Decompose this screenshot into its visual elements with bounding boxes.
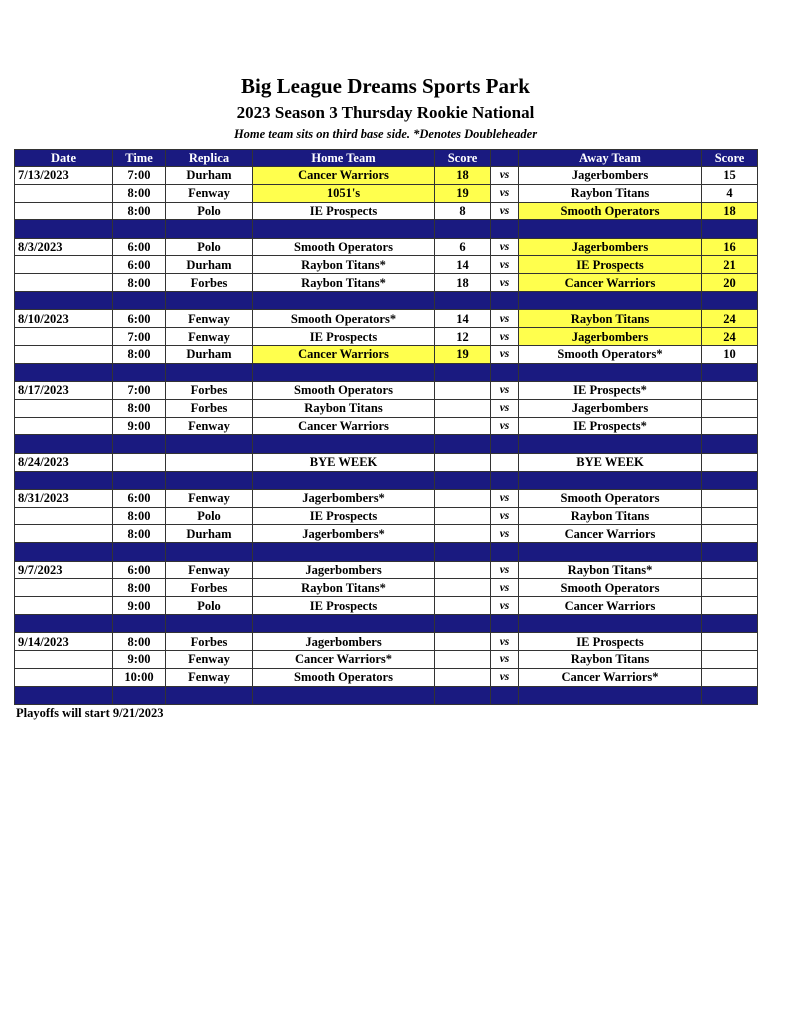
separator-cell xyxy=(15,686,113,704)
game-time: 10:00 xyxy=(113,668,166,686)
home-score xyxy=(435,651,491,669)
table-row xyxy=(15,399,758,417)
game-time: 8:00 xyxy=(113,525,166,543)
table-header-row xyxy=(15,150,758,167)
game-date xyxy=(15,417,113,435)
home-score xyxy=(435,382,491,400)
home-team: IE Prospects xyxy=(253,328,435,346)
header-date: Date xyxy=(15,150,113,167)
table-row xyxy=(15,256,758,274)
home-score xyxy=(435,417,491,435)
table-row xyxy=(15,668,758,686)
away-score xyxy=(702,382,758,400)
separator-cell xyxy=(113,220,166,238)
separator-cell xyxy=(253,471,435,489)
separator-cell xyxy=(702,686,758,704)
game-replica: Durham xyxy=(166,167,253,185)
game-time: 7:00 xyxy=(113,382,166,400)
separator-cell xyxy=(491,686,519,704)
game-time: 7:00 xyxy=(113,328,166,346)
separator-cell xyxy=(435,220,491,238)
away-team: Cancer Warriors* xyxy=(519,668,702,686)
game-date xyxy=(15,328,113,346)
game-replica: Polo xyxy=(166,597,253,615)
game-replica: Durham xyxy=(166,345,253,363)
game-replica: Durham xyxy=(166,256,253,274)
separator-cell xyxy=(253,543,435,561)
away-score xyxy=(702,507,758,525)
away-score xyxy=(702,579,758,597)
vs-label: vs xyxy=(491,167,519,185)
separator-cell xyxy=(702,614,758,632)
separator-cell xyxy=(435,543,491,561)
separator-cell xyxy=(702,435,758,453)
game-date: 7/13/2023 xyxy=(15,167,113,185)
vs-label: vs xyxy=(491,633,519,651)
away-team: Jagerbombers xyxy=(519,328,702,346)
away-score xyxy=(702,668,758,686)
game-replica: Forbes xyxy=(166,274,253,292)
game-time: 6:00 xyxy=(113,310,166,328)
week-separator-row xyxy=(15,614,758,632)
separator-cell xyxy=(702,292,758,310)
home-team: Smooth Operators xyxy=(253,238,435,256)
separator-cell xyxy=(166,435,253,453)
separator-cell xyxy=(166,363,253,381)
table-row xyxy=(15,453,758,471)
separator-cell xyxy=(435,292,491,310)
table-row xyxy=(15,382,758,400)
separator-cell xyxy=(435,686,491,704)
home-team: IE Prospects xyxy=(253,597,435,615)
vs-label: vs xyxy=(491,525,519,543)
separator-cell xyxy=(15,543,113,561)
away-score xyxy=(702,597,758,615)
game-date xyxy=(15,668,113,686)
separator-cell xyxy=(491,471,519,489)
home-team: Smooth Operators* xyxy=(253,310,435,328)
game-date xyxy=(15,399,113,417)
away-score: 21 xyxy=(702,256,758,274)
table-row xyxy=(15,345,758,363)
week-separator-row xyxy=(15,220,758,238)
vs-label: vs xyxy=(491,274,519,292)
away-score xyxy=(702,633,758,651)
away-team: Cancer Warriors xyxy=(519,597,702,615)
game-time: 8:00 xyxy=(113,184,166,202)
table-row xyxy=(15,167,758,185)
game-date xyxy=(15,345,113,363)
home-score: 14 xyxy=(435,256,491,274)
vs-label xyxy=(491,453,519,471)
separator-cell xyxy=(166,220,253,238)
game-date xyxy=(15,579,113,597)
separator-cell xyxy=(113,292,166,310)
home-score xyxy=(435,525,491,543)
game-replica: Durham xyxy=(166,525,253,543)
home-score: 12 xyxy=(435,328,491,346)
game-time: 8:00 xyxy=(113,345,166,363)
vs-label: vs xyxy=(491,399,519,417)
home-team: Smooth Operators xyxy=(253,668,435,686)
separator-cell xyxy=(253,292,435,310)
vs-label: vs xyxy=(491,668,519,686)
game-date: 9/7/2023 xyxy=(15,561,113,579)
game-replica: Forbes xyxy=(166,633,253,651)
home-team: BYE WEEK xyxy=(253,453,435,471)
away-team: IE Prospects* xyxy=(519,417,702,435)
separator-cell xyxy=(519,614,702,632)
game-time xyxy=(113,453,166,471)
vs-label: vs xyxy=(491,561,519,579)
home-score xyxy=(435,507,491,525)
away-score: 10 xyxy=(702,345,758,363)
away-team: Cancer Warriors xyxy=(519,274,702,292)
home-score: 8 xyxy=(435,202,491,220)
week-separator-row xyxy=(15,471,758,489)
separator-cell xyxy=(166,614,253,632)
away-team: Jagerbombers xyxy=(519,167,702,185)
header-away-score: Score xyxy=(702,150,758,167)
game-time: 9:00 xyxy=(113,417,166,435)
away-team: IE Prospects xyxy=(519,633,702,651)
vs-label: vs xyxy=(491,651,519,669)
away-team: BYE WEEK xyxy=(519,453,702,471)
vs-label: vs xyxy=(491,579,519,597)
vs-label: vs xyxy=(491,507,519,525)
home-team: Jagerbombers* xyxy=(253,525,435,543)
game-replica: Fenway xyxy=(166,489,253,507)
separator-cell xyxy=(702,471,758,489)
table-row xyxy=(15,597,758,615)
game-replica: Polo xyxy=(166,202,253,220)
separator-cell xyxy=(113,471,166,489)
table-row xyxy=(15,274,758,292)
game-replica: Forbes xyxy=(166,579,253,597)
away-team: Raybon Titans xyxy=(519,184,702,202)
home-score xyxy=(435,597,491,615)
game-time: 6:00 xyxy=(113,238,166,256)
game-date: 8/24/2023 xyxy=(15,453,113,471)
vs-label: vs xyxy=(491,382,519,400)
separator-cell xyxy=(491,614,519,632)
away-team: Smooth Operators xyxy=(519,579,702,597)
game-replica: Fenway xyxy=(166,328,253,346)
vs-label: vs xyxy=(491,417,519,435)
week-separator-row xyxy=(15,363,758,381)
separator-cell xyxy=(15,292,113,310)
home-team: Jagerbombers xyxy=(253,561,435,579)
table-row xyxy=(15,184,758,202)
separator-cell xyxy=(435,363,491,381)
table-row xyxy=(15,525,758,543)
home-score xyxy=(435,579,491,597)
schedule-body xyxy=(15,167,758,705)
game-replica: Forbes xyxy=(166,399,253,417)
vs-label: vs xyxy=(491,184,519,202)
home-team: Jagerbombers xyxy=(253,633,435,651)
game-time: 7:00 xyxy=(113,167,166,185)
game-replica: Fenway xyxy=(166,184,253,202)
home-score: 6 xyxy=(435,238,491,256)
game-time: 8:00 xyxy=(113,399,166,417)
schedule-table xyxy=(14,149,758,705)
header-vs xyxy=(491,150,519,167)
separator-cell xyxy=(519,686,702,704)
separator-cell xyxy=(113,686,166,704)
page-note: Home team sits on third base side. *Denotes Doubleheader xyxy=(233,127,538,141)
week-separator-row xyxy=(15,292,758,310)
separator-cell xyxy=(15,471,113,489)
away-team: Raybon Titans xyxy=(519,507,702,525)
table-row xyxy=(15,651,758,669)
table-row xyxy=(15,507,758,525)
separator-cell xyxy=(491,292,519,310)
game-date: 8/10/2023 xyxy=(15,310,113,328)
vs-label: vs xyxy=(491,256,519,274)
separator-cell xyxy=(491,543,519,561)
home-score xyxy=(435,399,491,417)
home-team: IE Prospects xyxy=(253,202,435,220)
table-row xyxy=(15,202,758,220)
away-score: 18 xyxy=(702,202,758,220)
separator-cell xyxy=(253,220,435,238)
away-team: Raybon Titans xyxy=(519,651,702,669)
separator-cell xyxy=(113,363,166,381)
week-separator-row xyxy=(15,435,758,453)
home-team: Cancer Warriors* xyxy=(253,651,435,669)
header-home-score: Score xyxy=(435,150,491,167)
separator-cell xyxy=(702,543,758,561)
week-separator-row xyxy=(15,543,758,561)
game-date xyxy=(15,184,113,202)
vs-label: vs xyxy=(491,597,519,615)
away-team: Raybon Titans xyxy=(519,310,702,328)
vs-label: vs xyxy=(491,202,519,220)
separator-cell xyxy=(519,543,702,561)
game-date xyxy=(15,597,113,615)
away-score xyxy=(702,489,758,507)
separator-cell xyxy=(491,220,519,238)
game-replica: Fenway xyxy=(166,310,253,328)
vs-label: vs xyxy=(491,328,519,346)
separator-cell xyxy=(519,292,702,310)
game-time: 8:00 xyxy=(113,202,166,220)
table-row xyxy=(15,579,758,597)
separator-cell xyxy=(702,220,758,238)
home-team: Smooth Operators xyxy=(253,382,435,400)
header-replica: Replica xyxy=(166,150,253,167)
table-row xyxy=(15,328,758,346)
home-team: Jagerbombers* xyxy=(253,489,435,507)
home-team: Raybon Titans* xyxy=(253,256,435,274)
separator-cell xyxy=(15,220,113,238)
away-team: IE Prospects xyxy=(519,256,702,274)
game-date xyxy=(15,274,113,292)
home-score xyxy=(435,561,491,579)
separator-cell xyxy=(253,614,435,632)
away-score xyxy=(702,417,758,435)
away-score: 24 xyxy=(702,328,758,346)
separator-cell xyxy=(702,363,758,381)
away-score: 20 xyxy=(702,274,758,292)
home-score: 18 xyxy=(435,167,491,185)
vs-label: vs xyxy=(491,310,519,328)
game-replica: Fenway xyxy=(166,651,253,669)
game-time: 8:00 xyxy=(113,579,166,597)
game-time: 6:00 xyxy=(113,256,166,274)
table-row xyxy=(15,633,758,651)
separator-cell xyxy=(166,471,253,489)
separator-cell xyxy=(491,435,519,453)
home-score: 14 xyxy=(435,310,491,328)
home-score xyxy=(435,633,491,651)
game-date xyxy=(15,256,113,274)
home-team: 1051's xyxy=(253,184,435,202)
away-team: Cancer Warriors xyxy=(519,525,702,543)
game-replica: Fenway xyxy=(166,561,253,579)
header-time: Time xyxy=(113,150,166,167)
home-team: Raybon Titans* xyxy=(253,579,435,597)
separator-cell xyxy=(435,435,491,453)
game-time: 6:00 xyxy=(113,561,166,579)
away-score: 24 xyxy=(702,310,758,328)
separator-cell xyxy=(519,220,702,238)
game-date: 8/17/2023 xyxy=(15,382,113,400)
away-score xyxy=(702,453,758,471)
game-replica: Polo xyxy=(166,238,253,256)
game-time: 9:00 xyxy=(113,597,166,615)
game-date xyxy=(15,202,113,220)
home-score: 19 xyxy=(435,345,491,363)
vs-label: vs xyxy=(491,238,519,256)
away-team: IE Prospects* xyxy=(519,382,702,400)
game-replica: Polo xyxy=(166,507,253,525)
vs-label: vs xyxy=(491,345,519,363)
away-score xyxy=(702,525,758,543)
table-row xyxy=(15,489,758,507)
home-score: 19 xyxy=(435,184,491,202)
away-score: 16 xyxy=(702,238,758,256)
separator-cell xyxy=(435,471,491,489)
away-team: Smooth Operators* xyxy=(519,345,702,363)
away-score xyxy=(702,399,758,417)
game-time: 8:00 xyxy=(113,274,166,292)
game-date xyxy=(15,651,113,669)
away-team: Raybon Titans* xyxy=(519,561,702,579)
away-score xyxy=(702,561,758,579)
home-team: Cancer Warriors xyxy=(253,345,435,363)
separator-cell xyxy=(519,471,702,489)
game-replica: Fenway xyxy=(166,668,253,686)
away-team: Jagerbombers xyxy=(519,399,702,417)
away-score: 4 xyxy=(702,184,758,202)
home-team: Raybon Titans* xyxy=(253,274,435,292)
separator-cell xyxy=(166,292,253,310)
home-score xyxy=(435,668,491,686)
separator-cell xyxy=(253,686,435,704)
game-time: 8:00 xyxy=(113,633,166,651)
separator-cell xyxy=(435,614,491,632)
away-score: 15 xyxy=(702,167,758,185)
home-score xyxy=(435,489,491,507)
table-row xyxy=(15,417,758,435)
separator-cell xyxy=(113,614,166,632)
game-date: 9/14/2023 xyxy=(15,633,113,651)
separator-cell xyxy=(166,543,253,561)
table-row xyxy=(15,310,758,328)
game-replica: Fenway xyxy=(166,417,253,435)
game-date: 8/31/2023 xyxy=(15,489,113,507)
home-team: Cancer Warriors xyxy=(253,167,435,185)
vs-label: vs xyxy=(491,489,519,507)
away-team: Jagerbombers xyxy=(519,238,702,256)
separator-cell xyxy=(113,543,166,561)
separator-cell xyxy=(15,614,113,632)
separator-cell xyxy=(491,363,519,381)
separator-cell xyxy=(253,363,435,381)
game-time: 8:00 xyxy=(113,507,166,525)
page-title: Big League Dreams Sports Park xyxy=(241,74,530,98)
separator-cell xyxy=(15,363,113,381)
away-team: Smooth Operators xyxy=(519,202,702,220)
home-team: Raybon Titans xyxy=(253,399,435,417)
page-subtitle: 2023 Season 3 Thursday Rookie National xyxy=(236,103,535,122)
header-home-team: Home Team xyxy=(253,150,435,167)
week-separator-row xyxy=(15,686,758,704)
game-date xyxy=(15,525,113,543)
separator-cell xyxy=(519,435,702,453)
away-team: Smooth Operators xyxy=(519,489,702,507)
home-team: Cancer Warriors xyxy=(253,417,435,435)
header-away-team: Away Team xyxy=(519,150,702,167)
home-team: IE Prospects xyxy=(253,507,435,525)
game-time: 9:00 xyxy=(113,651,166,669)
separator-cell xyxy=(113,435,166,453)
home-score xyxy=(435,453,491,471)
away-score xyxy=(702,651,758,669)
footer-note: Playoffs will start 9/21/2023 xyxy=(16,706,164,720)
game-date: 8/3/2023 xyxy=(15,238,113,256)
separator-cell xyxy=(15,435,113,453)
game-replica xyxy=(166,453,253,471)
game-time: 6:00 xyxy=(113,489,166,507)
table-row xyxy=(15,561,758,579)
separator-cell xyxy=(253,435,435,453)
game-date xyxy=(15,507,113,525)
separator-cell xyxy=(166,686,253,704)
table-row xyxy=(15,238,758,256)
separator-cell xyxy=(519,363,702,381)
home-score: 18 xyxy=(435,274,491,292)
game-replica: Forbes xyxy=(166,382,253,400)
